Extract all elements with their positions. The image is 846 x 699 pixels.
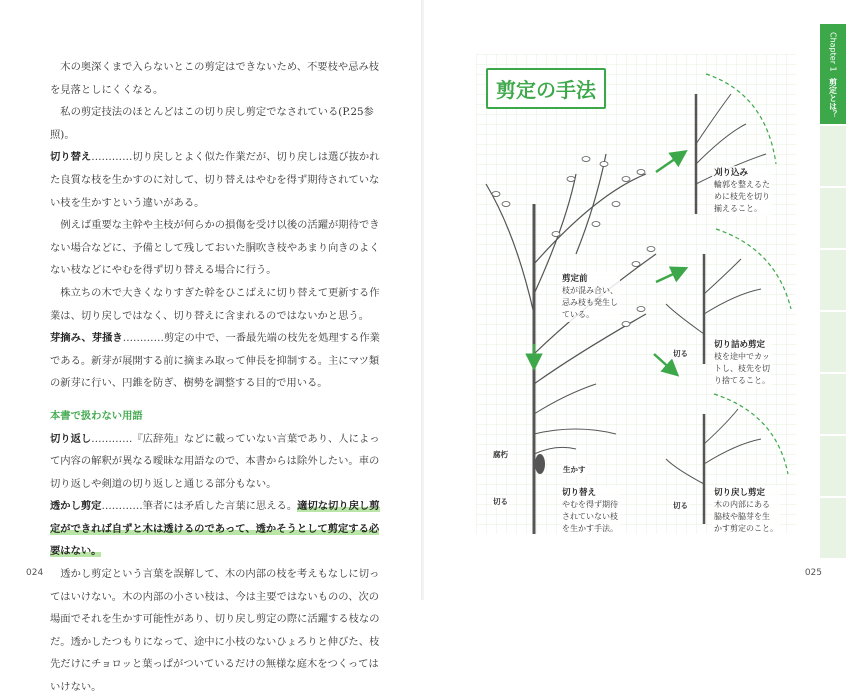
term-label: 芽摘み、芽掻き [50, 332, 123, 345]
chapter-tabs [820, 24, 846, 558]
kirikae-rot-label: 腐朽 [493, 450, 508, 459]
page-number-left: 024 [26, 568, 44, 578]
paragraph-text: …………切り戻しとよく似た作業だが、切り戻しは選び抜かれた良質な枝を生かすのに対して、切り替えはやむを得ず期待されていない枝を生かすという違いがある。 [50, 151, 380, 209]
paragraph-text: …………剪定の中で、一番最先端の枝先を処理する作業である。新芽が展開する前に摘まみ取って伸長を抑制する。主にマツ類の新芽に行い、円錐を防ぎ、樹勢を調整する目的で用いる。 [50, 332, 380, 390]
caption-kiritsume-title: 切り詰め剪定 [714, 340, 766, 350]
chapter-tab-empty [820, 310, 846, 372]
paragraph-text: …………『広辞苑』などに載っていない言葉であり、人によって内容の解釈が異なる曖昧な用語なので、本書からは除外したい。車の切り返しや剣道の切り返しと通じる部分もない。 [50, 432, 380, 490]
chapter-tab-chapter: Chapter 1 [828, 32, 838, 72]
body-text [50, 56, 380, 699]
term-label: 切り返し [50, 432, 92, 445]
chapter-tab-empty [820, 124, 846, 186]
caption-kirikae-line: やむを得ず期待 [562, 500, 618, 509]
caption-kirimodoshi-title: 切り戻し剪定 [714, 488, 766, 498]
highlighted-text: 適切な切り戻し剪定ができれば自ずと木は透けるのであって、透かそうとして剪定する必要はない。 [50, 500, 380, 558]
caption-kirimodoshi-line: 脇枝や脇芽を生 [714, 512, 770, 521]
caption-before-title: 剪定前 [562, 274, 588, 284]
pruning-methods-figure [476, 54, 796, 534]
caption-karikomi-line: 輪郭を整えるた [714, 180, 770, 189]
chapter-tab-empty [820, 372, 846, 434]
page-number-right: 025 [804, 568, 822, 578]
chapter-tab-empty [820, 434, 846, 496]
section-heading: 本書で扱わない用語 [50, 409, 143, 422]
chapter-tab-empty [820, 248, 846, 310]
paragraph-text: 株立ちの木で大きくなりすぎた幹をひこばえに切り替えて更新する作業は、切り戻しではなく、切り替えに含まれるのではないかと思う。 [50, 286, 380, 322]
caption-kirikae-line: を生かす手法。 [562, 524, 618, 533]
chapter-tab-title: 剪定とは？ [828, 77, 838, 118]
paragraph [50, 327, 380, 395]
paragraph-text: 透かし剪定という言葉を誤解して、木の内部の枝を考えもなしに切ってはいけない。木の内部の小さい枝は、今は主要ではないものの、次の場面でそれを生かす可能性があり、切り戻し剪定の際に活躍する枝なのだ。透かしたつもりになって、途中に小枝のないひょろりと伸びた、枝先だけにチョロッと葉っぱがついているだけの無様な庭木をつくってはいけない。 [50, 568, 380, 694]
grid-background [476, 54, 796, 534]
caption-before [560, 272, 620, 322]
chapter-tab-empty [820, 186, 846, 248]
paragraph [50, 563, 380, 699]
paragraph-text: 木の奥深くまで入らないとこの剪定はできないため、不要枝や忌み枝を見落としにくくなる。 [50, 61, 380, 96]
paragraph-text: 私の剪定技法のほとんどはこの切り戻し剪定でなされている(P.25参照)。 [50, 106, 374, 141]
caption-kiritsume-line: 枝を途中でカッ [714, 352, 770, 361]
caption-kiritsume [712, 338, 772, 388]
kirikae-cut-label: 切る [493, 497, 508, 506]
caption-karikomi-title: 刈り込み [714, 168, 749, 178]
caption-before-line: 忌み枝も発生し [562, 298, 618, 307]
figure-title: 剪定の手法 [486, 68, 606, 109]
right-page [424, 0, 846, 600]
term-label: 透かし剪定 [50, 500, 102, 513]
caption-kirikae-line: されていない枝 [562, 512, 618, 521]
caption-kiritsume-line: り捨てること。 [714, 376, 770, 385]
rot-mark [535, 454, 545, 474]
kirimodoshi-cut-label: 切る [673, 501, 688, 510]
caption-karikomi-line: 揃えること。 [714, 204, 762, 213]
paragraph-text: 例えば重要な主幹や主枝が何らかの損傷を受け以後の活躍が期待できない場合などに、予備として残しておいた胴吹き枝やあまり向きのよくない枝などにやむを得ず切り替える場合に行う。 [50, 219, 380, 277]
caption-before-line: ている。 [562, 310, 594, 319]
caption-kirikae [560, 486, 620, 536]
chapter-tab-active[interactable] [820, 24, 846, 124]
caption-kiritsume-line: トし、枝先を切 [714, 364, 770, 373]
caption-kirimodoshi-line: かす剪定のこと。 [714, 524, 778, 533]
caption-kirimodoshi [712, 486, 780, 536]
figure-illustration [476, 54, 796, 534]
paragraph [50, 146, 380, 214]
caption-karikomi [712, 166, 772, 216]
caption-karikomi-line: めに枝先を切り [714, 192, 770, 201]
paragraph [50, 56, 380, 101]
paragraph [50, 282, 380, 327]
left-page [0, 0, 422, 694]
caption-kirimodoshi-line: 木の内部にある [714, 500, 770, 509]
caption-before-line: 枝が混み合い、 [562, 286, 618, 295]
paragraph-text: …………筆者には矛盾した言葉に思える。 [101, 500, 298, 513]
term-label: 切り替え [50, 151, 92, 164]
chapter-tab-empty [820, 496, 846, 558]
paragraph [50, 101, 380, 146]
kiritsume-cut-label: 切る [673, 349, 688, 358]
paragraph [50, 214, 380, 282]
paragraph [50, 495, 380, 563]
paragraph [50, 428, 380, 496]
kirikae-keep-label: 生かす [563, 465, 586, 474]
caption-kirikae-title: 切り替え [562, 488, 597, 498]
